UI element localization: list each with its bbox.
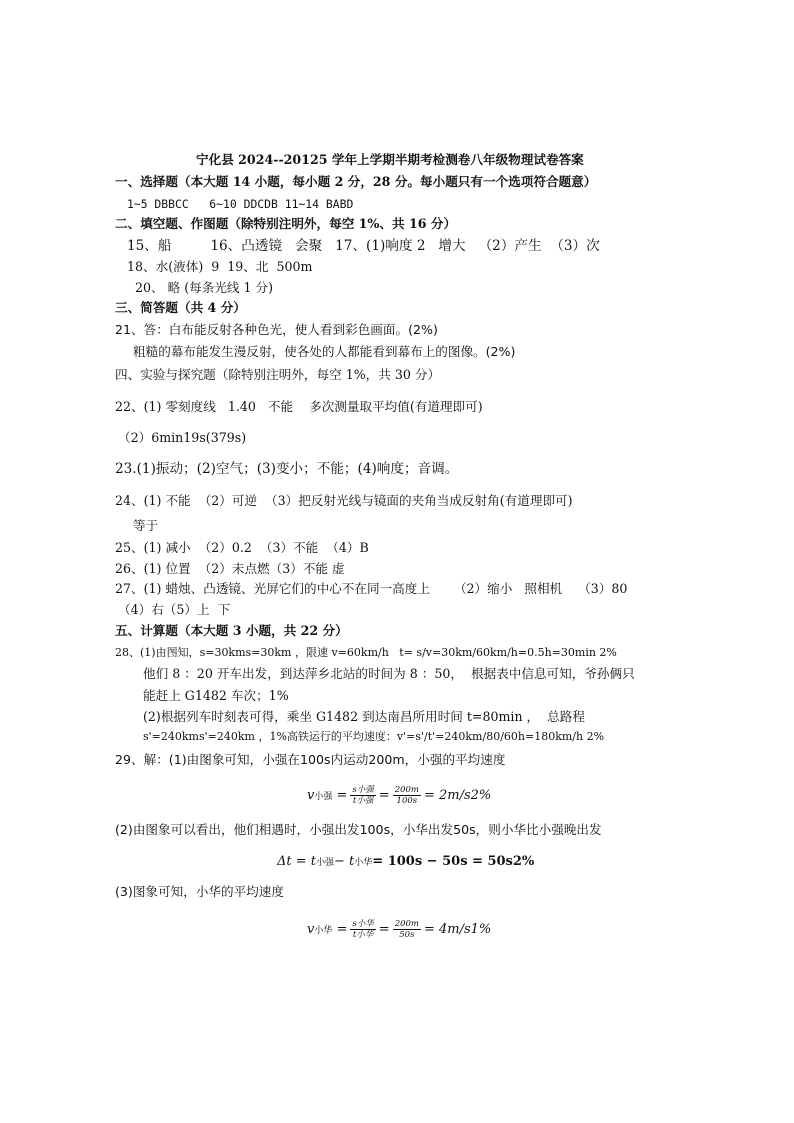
page-title: 宁化县 2024--20125 学年上学期半期考检测卷八年级物理试卷答案 [196, 152, 584, 167]
q28-line-4: (2)根据列车时刻表可得，乘坐 G1482 到达南昌所用时间 t=80min ， 总路程 [143, 709, 585, 724]
section-4-heading: 四、实验与探究题（除特别注明外，每空 1%，共 30 分） [115, 367, 441, 382]
q23-line: 23.(1)振动；(2)空气；(3)变小；不能；(4)响度；音调。 [115, 461, 459, 477]
choice-answers: 1~5 DBBCC 6~10 DDCDB 11~14 BABD [127, 197, 354, 211]
section-5-heading: 五、计算题（本大题 3 小题，共 22 分） [115, 623, 348, 638]
equation-time-difference: Δt = t 小强 − t 小华 = 100s − 50s = 50s2% [277, 853, 535, 869]
q26-line: 26、(1) 位置 （2）未点燃（3）不能 虚 [115, 561, 345, 576]
eq3-fraction-1: $\frac{\text{s小华}}{\text{t小华}}$ [352, 918, 374, 940]
section-2-heading: 二、填空题、作图题（除特别注明外，每空 1%、共 16 分） [115, 216, 457, 231]
eq1-fraction-2: $\frac{200m}{100s}$ [394, 784, 419, 806]
q21-line-1: 21、答：白布能反射各种色光，使人看到彩色画面。(2%) [115, 322, 438, 337]
fill-answers-20: 20、 略 (每条光线 1 分) [135, 280, 274, 295]
equation-xiaohua-speed: v 小华 = $\frac{\text{s小华}}{\text{t小华}}$ = $\frac{200m}{50s}$ = 4m/s1% [307, 918, 492, 940]
q27-line-1: 27、(1) 蜡烛、凸透镜、光屏它们的中心不在同一高度上 （2）缩小 照相机 （3）80 [115, 581, 628, 596]
eq3-fraction-2: $\frac{200m}{50s}$ [394, 918, 419, 940]
q21-line-2: 粗糙的幕布能发生漫反射，使各处的人都能看到幕布上的图像。(2%) [133, 344, 516, 359]
q29-line-3: (3)图象可知，小华的平均速度 [115, 884, 284, 899]
eq1-subscript: 小强 [314, 791, 333, 802]
q24-line-2: 等于 [133, 518, 159, 533]
q29-line-1: 29、解：(1)由图象可知，小强在100s内运动200m，小强的平均速度 [115, 752, 506, 767]
q25-line: 25、(1) 减小 （2）0.2 （3）不能 （4）B [115, 540, 369, 555]
section-3-heading: 三、简答题（共 4 分） [115, 300, 246, 315]
q22-line-2: （2）6min19s(379s) [118, 430, 247, 445]
q28-line-3: 能赶上 G1482 车次；1% [143, 688, 289, 703]
q28-line-5: s'=240kms'=240km ，1%高铁运行的平均速度：v'=s'/t'=240km/80/60h=180km/h 2% [143, 730, 605, 743]
q24-line-1: 24、(1) 不能 （2）可逆 （3）把反射光线与镜面的夹角当成反射角(有道理即可) [115, 493, 573, 508]
q28-line-1: 28、(1)由图知，s=30kms=30km ，限速 v=60km/h t= s/v=30km/60km/h=0.5h=30min 2% [115, 646, 617, 659]
eq1-fraction-1: $\frac{\text{s小强}}{\text{t小强}}$ [352, 784, 374, 806]
fill-answers-18-19: 18、水(液体) 9 19、北 500m [127, 259, 313, 274]
eq1-result: = 2m/s2% [423, 787, 492, 803]
q27-line-2: （4）右（5）上 下 [118, 602, 231, 617]
fill-answers-15-17: 15、船 16、凸透镜 会聚 17、(1)响度 2 增大 （2）产生 （3）次 [127, 238, 600, 254]
equation-xiaoqiang-speed: v 小强 = $\frac{\text{s小强}}{\text{t小强}}$ = $\frac{200m}{100s}$ = 2m/s2% [307, 784, 492, 806]
q28-line-2: 他们 8 ：20 开车出发，到达萍乡北站的时间为 8 ：50， 根据表中信息可知，爷孙俩只 [143, 666, 635, 681]
eq1-symbol: v [307, 787, 315, 803]
q22-line-1: 22、(1) 零刻度线 1.40 不能 多次测量取平均值(有道理即可) [115, 399, 483, 414]
section-1-heading: 一、选择题（本大题 14 小题，每小题 2 分，28 分。每小题只有一个选项符合题意） [115, 174, 597, 189]
q29-line-2: (2)由图象可以看出，他们相遇时，小强出发100s，小华出发50s，则小华比小强晚出发 [115, 822, 602, 837]
